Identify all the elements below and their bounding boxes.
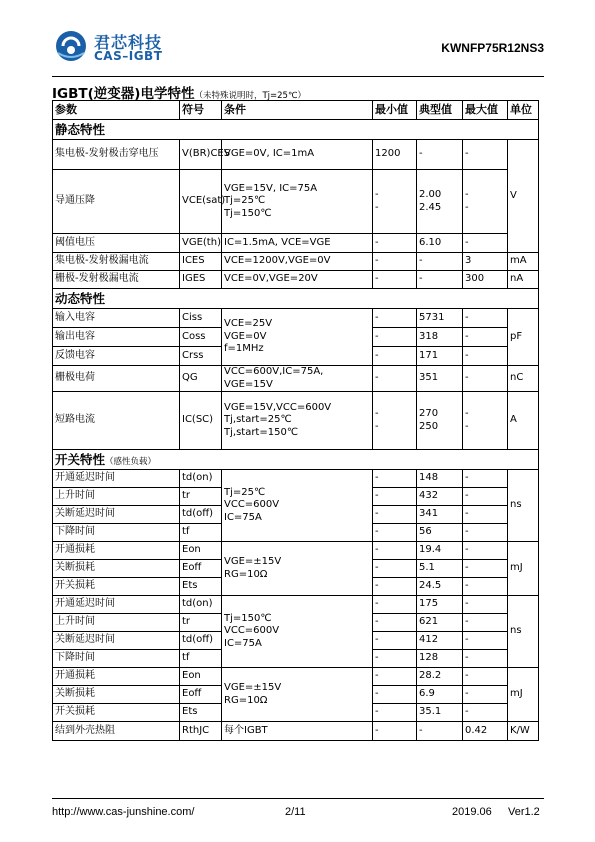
max-cell: - — [463, 596, 508, 614]
footer-page: 2/11 — [285, 806, 306, 818]
table-row — [53, 542, 539, 560]
min-cell: 1200 — [373, 140, 417, 170]
typ-cell: 128 — [417, 650, 463, 668]
typ-cell: 6.10 — [417, 234, 463, 253]
min-cell: - — [373, 488, 417, 506]
typ-cell: 318 — [417, 328, 463, 347]
section-note: （未特殊说明时，Tj=25℃） — [194, 91, 306, 101]
company-logo — [52, 27, 172, 67]
header-cell: 符号 — [180, 101, 222, 120]
table-row — [53, 392, 539, 450]
typ-cell: 19.4 — [417, 542, 463, 560]
unit-cell: mJ — [508, 542, 539, 596]
min-cell: - — [373, 271, 417, 289]
min-cell: - — [373, 578, 417, 596]
param-cell: 下降时间 — [53, 524, 180, 542]
symbol-cell: Eon — [180, 668, 222, 686]
min-cell: - — [373, 524, 417, 542]
param-cell: 阈值电压 — [53, 234, 180, 253]
switching-25c-group — [53, 470, 539, 596]
cond-cell: VGE=15V, IC=75A Tj=25℃ Tj=150℃ — [222, 170, 373, 234]
section-row — [53, 450, 539, 470]
typ-cell: - — [417, 253, 463, 271]
symbol-cell: td(off) — [180, 506, 222, 524]
typ-cell: 412 — [417, 632, 463, 650]
cond-cell: VCE=0V,VGE=20V — [222, 271, 373, 289]
min-cell: - — [373, 704, 417, 722]
max-cell: - — [463, 578, 508, 596]
symbol-cell: tf — [180, 524, 222, 542]
unit-cell: nC — [508, 366, 539, 392]
symbol-cell: QG — [180, 366, 222, 392]
max-cell: 0.42 — [463, 722, 508, 741]
max-cell: - — [463, 632, 508, 650]
unit-cell: nA — [508, 271, 539, 289]
param-cell: 上升时间 — [53, 488, 180, 506]
unit-cell: V — [508, 140, 539, 253]
typ-cell: 621 — [417, 614, 463, 632]
typ-cell: 56 — [417, 524, 463, 542]
symbol-cell: Ciss — [180, 309, 222, 328]
param-cell: 关断延迟时间 — [53, 632, 180, 650]
min-cell: - — [373, 347, 417, 366]
param-cell: 集电极-发射极漏电流 — [53, 253, 180, 271]
param-cell: 开通延迟时间 — [53, 596, 180, 614]
cond-cell: VGE=±15V RG=10Ω — [222, 668, 373, 722]
min-cell: - — [373, 560, 417, 578]
page-header — [52, 27, 544, 75]
table-row — [53, 271, 539, 289]
unit-cell: mJ — [508, 668, 539, 722]
footer-date: 2019.06 — [452, 806, 492, 818]
max-cell: - — [463, 347, 508, 366]
typ-cell: - — [417, 271, 463, 289]
table-row — [53, 234, 539, 253]
table-row — [53, 366, 539, 392]
min-cell: - — [373, 650, 417, 668]
logo-text-en: CAS–IGBT — [94, 49, 163, 63]
table-row — [53, 170, 539, 234]
min-cell: - — [373, 309, 417, 328]
symbol-cell: VGE(th) — [180, 234, 222, 253]
max-cell: - — [463, 704, 508, 722]
symbol-cell: tr — [180, 488, 222, 506]
param-cell: 开通损耗 — [53, 542, 180, 560]
cond-cell: 每个IGBT — [222, 722, 373, 741]
symbol-cell: IGES — [180, 271, 222, 289]
symbol-cell: td(on) — [180, 596, 222, 614]
param-cell: 上升时间 — [53, 614, 180, 632]
section-row — [53, 289, 539, 309]
param-cell: 短路电流 — [53, 392, 180, 450]
typ-cell: 35.1 — [417, 704, 463, 722]
param-cell: 栅极电荷 — [53, 366, 180, 392]
unit-cell: mA — [508, 253, 539, 271]
param-cell: 反馈电容 — [53, 347, 180, 366]
min-cell: - — [373, 686, 417, 704]
switching-title-text: 开关特性 — [55, 451, 106, 467]
param-cell: 关断延迟时间 — [53, 506, 180, 524]
spec-table — [52, 100, 539, 741]
typ-cell: 148 — [417, 470, 463, 488]
section-title — [52, 82, 306, 102]
max-cell: 3 — [463, 253, 508, 271]
cond-cell: Tj=150℃ VCC=600V IC=75A — [222, 596, 373, 668]
section-row — [53, 120, 539, 140]
max-cell: - — [463, 470, 508, 488]
max-cell: - — [463, 542, 508, 560]
min-cell: - — [373, 234, 417, 253]
header-cell: 最小值 — [373, 101, 417, 120]
min-cell: - — [373, 506, 417, 524]
switching-title — [53, 450, 539, 470]
typ-cell: 2.00 2.45 — [417, 170, 463, 234]
typ-cell: 5731 — [417, 309, 463, 328]
symbol-cell: Coss — [180, 328, 222, 347]
unit-cell: K/W — [508, 722, 539, 741]
min-cell: - — [373, 632, 417, 650]
min-cell: - — [373, 470, 417, 488]
typ-cell: 351 — [417, 366, 463, 392]
symbol-cell: Eoff — [180, 686, 222, 704]
min-cell: - - — [373, 170, 417, 234]
param-cell: 开通延迟时间 — [53, 470, 180, 488]
min-cell: - — [373, 596, 417, 614]
logo-text-cn: 君芯科技 — [94, 33, 163, 52]
symbol-cell: Eon — [180, 542, 222, 560]
max-cell: - — [463, 686, 508, 704]
typ-cell: 24.5 — [417, 578, 463, 596]
min-cell: - — [373, 614, 417, 632]
symbol-cell: RthJC — [180, 722, 222, 741]
symbol-cell: V(BR)CES — [180, 140, 222, 170]
symbol-cell: ICES — [180, 253, 222, 271]
max-cell: - — [463, 366, 508, 392]
header-cell: 参数 — [53, 101, 180, 120]
max-cell: - — [463, 650, 508, 668]
symbol-cell: Ets — [180, 578, 222, 596]
table-row — [53, 668, 539, 686]
symbol-cell: Eoff — [180, 560, 222, 578]
param-cell: 开关损耗 — [53, 578, 180, 596]
unit-cell: pF — [508, 309, 539, 366]
cond-cell: VCE=25V VGE=0V f=1MHz — [222, 309, 373, 366]
min-cell: - — [373, 542, 417, 560]
max-cell: - — [463, 234, 508, 253]
footer-version: Ver1.2 — [508, 806, 540, 818]
param-cell: 输入电容 — [53, 309, 180, 328]
param-cell: 开关损耗 — [53, 704, 180, 722]
header-cell: 最大值 — [463, 101, 508, 120]
symbol-cell: td(on) — [180, 470, 222, 488]
param-cell: 关断损耗 — [53, 560, 180, 578]
param-cell: 关断损耗 — [53, 686, 180, 704]
section-title-text: IGBT(逆变器)电学特性 — [52, 86, 195, 102]
max-cell: - — [463, 668, 508, 686]
max-cell: - - — [463, 392, 508, 450]
dynamic-title: 动态特性 — [53, 289, 539, 309]
typ-cell: 270 250 — [417, 392, 463, 450]
table-row — [53, 470, 539, 488]
param-cell: 集电极-发射极击穿电压 — [53, 140, 180, 170]
logo-mark-icon — [54, 29, 88, 63]
typ-cell: - — [417, 722, 463, 741]
max-cell: - — [463, 506, 508, 524]
min-cell: - — [373, 366, 417, 392]
static-title: 静态特性 — [53, 120, 539, 140]
footer-url[interactable]: http://www.cas-junshine.com/ — [52, 806, 195, 818]
header-cell: 典型值 — [417, 101, 463, 120]
unit-cell: ns — [508, 596, 539, 668]
param-cell: 结到外壳热阻 — [53, 722, 180, 741]
unit-cell: ns — [508, 470, 539, 542]
switching-subtitle: （感性负载） — [105, 456, 157, 467]
header-cell: 单位 — [508, 101, 539, 120]
symbol-cell: VCE(sat) — [180, 170, 222, 234]
table-row — [53, 596, 539, 614]
part-number: KWNFP75R12NS3 — [441, 41, 544, 55]
footer-divider — [52, 798, 544, 799]
table-row — [53, 722, 539, 741]
typ-cell: 171 — [417, 347, 463, 366]
param-cell: 输出电容 — [53, 328, 180, 347]
table-header-row — [53, 101, 539, 120]
max-cell: - — [463, 614, 508, 632]
cond-cell: VGE=±15V RG=10Ω — [222, 542, 373, 596]
switching-150c-group — [53, 596, 539, 722]
param-cell: 栅极-发射极漏电流 — [53, 271, 180, 289]
max-cell: - — [463, 524, 508, 542]
max-cell: - - — [463, 170, 508, 234]
typ-cell: 432 — [417, 488, 463, 506]
max-cell: 300 — [463, 271, 508, 289]
symbol-cell: Crss — [180, 347, 222, 366]
min-cell: - — [373, 253, 417, 271]
param-cell: 导通压降 — [53, 170, 180, 234]
table-row — [53, 253, 539, 271]
symbol-cell: td(off) — [180, 632, 222, 650]
param-cell: 开通损耗 — [53, 668, 180, 686]
typ-cell: 6.9 — [417, 686, 463, 704]
min-cell: - — [373, 328, 417, 347]
header-divider — [52, 76, 544, 77]
header-cell: 条件 — [222, 101, 373, 120]
typ-cell: 175 — [417, 596, 463, 614]
min-cell: - - — [373, 392, 417, 450]
typ-cell: 5.1 — [417, 560, 463, 578]
max-cell: - — [463, 328, 508, 347]
cond-cell: VGE=15V,VCC=600V Tj,start=25℃ Tj,start=150℃ — [222, 392, 373, 450]
param-cell: 下降时间 — [53, 650, 180, 668]
max-cell: - — [463, 560, 508, 578]
table-row — [53, 140, 539, 170]
typ-cell: 341 — [417, 506, 463, 524]
cond-cell: VGE=0V, IC=1mA — [222, 140, 373, 170]
cond-cell: VCE=1200V,VGE=0V — [222, 253, 373, 271]
min-cell: - — [373, 668, 417, 686]
symbol-cell: Ets — [180, 704, 222, 722]
cond-cell: VCC=600V,IC=75A, VGE=15V — [222, 366, 373, 392]
cond-cell: IC=1.5mA, VCE=VGE — [222, 234, 373, 253]
max-cell: - — [463, 488, 508, 506]
symbol-cell: tf — [180, 650, 222, 668]
max-cell: - — [463, 309, 508, 328]
min-cell: - — [373, 722, 417, 741]
table-row — [53, 309, 539, 328]
max-cell: - — [463, 140, 508, 170]
symbol-cell: IC(SC) — [180, 392, 222, 450]
typ-cell: - — [417, 140, 463, 170]
cond-cell: Tj=25℃ VCC=600V IC=75A — [222, 470, 373, 542]
symbol-cell: tr — [180, 614, 222, 632]
typ-cell: 28.2 — [417, 668, 463, 686]
unit-cell: A — [508, 392, 539, 450]
